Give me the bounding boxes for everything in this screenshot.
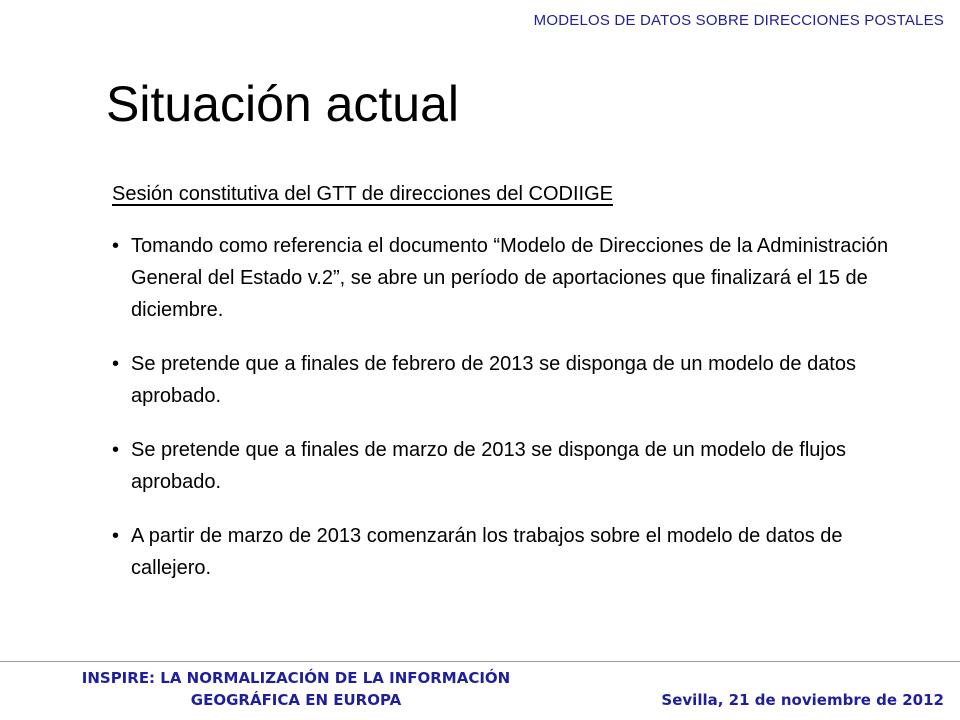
bullet-icon: • bbox=[112, 235, 120, 257]
bullet-icon: • bbox=[112, 439, 120, 461]
slide-title: Situación actual bbox=[106, 76, 460, 132]
footer-event-title bbox=[18, 667, 574, 711]
slide-content bbox=[112, 178, 912, 606]
session-subheading: Sesión constitutiva del GTT de direcciones del CODIIGE bbox=[112, 183, 613, 205]
bullet-text: Se pretende que a finales de febrero de 2013 se disponga de un modelo de datos aprobado. bbox=[131, 353, 856, 407]
footer-event-title-line-1: INSPIRE: LA NORMALIZACIÓN DE LA INFORMACIÓN bbox=[81, 669, 511, 687]
footer-event-title-line-2: GEOGRÁFICA EN EUROPA bbox=[190, 691, 402, 709]
bullet-icon: • bbox=[112, 525, 120, 547]
bullet-item-3 bbox=[112, 434, 912, 498]
bullet-item-4 bbox=[112, 520, 912, 584]
bullet-text: Se pretende que a finales de marzo de 2013 se disponga de un modelo de flujos aprobado. bbox=[131, 439, 846, 493]
bullet-item-2 bbox=[112, 348, 912, 412]
bullet-icon: • bbox=[112, 353, 120, 375]
header-banner: MODELOS DE DATOS SOBRE DIRECCIONES POSTALES bbox=[533, 12, 944, 29]
footer-divider bbox=[0, 661, 960, 662]
bullet-text: A partir de marzo de 2013 comenzarán los trabajos sobre el modelo de datos de callejero. bbox=[131, 525, 843, 579]
bullet-text: Tomando como referencia el documento “Modelo de Direcciones de la Administración General del Estado v.2”, se abre un período de aportaciones que finalizará el 15 de diciembre. bbox=[131, 235, 889, 321]
bullet-item-1 bbox=[112, 230, 912, 326]
footer-date-location: Sevilla, 21 de noviembre de 2012 bbox=[661, 691, 944, 709]
bullet-list bbox=[112, 230, 912, 584]
